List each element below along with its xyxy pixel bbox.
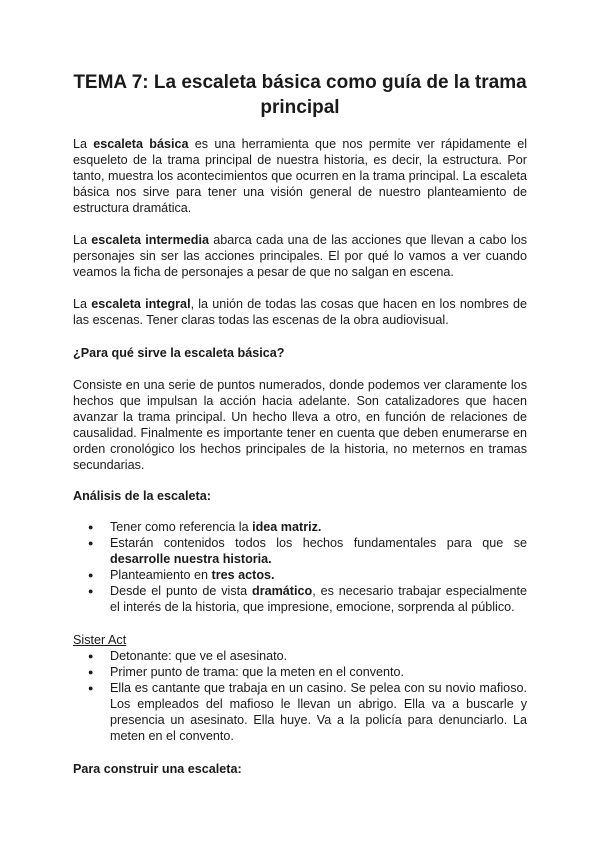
bold-term: escaleta integral xyxy=(91,297,191,311)
bold-term: escaleta básica xyxy=(93,137,189,151)
section-heading-construir: Para construir una escaleta: xyxy=(73,762,242,776)
text: La xyxy=(73,137,94,151)
text: La xyxy=(73,233,92,247)
list-item: ● Desde el punto de vista dramático, es necesario trabajar especialmente el interés de la historia, que impresione, emocione, sorprenda al público. xyxy=(73,583,527,615)
list-item: ● Tener como referencia la idea matriz. xyxy=(73,519,527,535)
page-title: TEMA 7: La escaleta básica como guía de la trama principal xyxy=(73,72,527,118)
paragraph-escaleta-basica xyxy=(73,136,527,216)
list-item: ● Ella es cantante que trabaja en un casino. Se pelea con su novio mafioso. Los empleados del mafioso le llevan un abrigo. Ella va a buscarle y presencia un asesinato. Ella huye. Va a la policía para denunciarlo. La meten en el convento. xyxy=(73,680,527,744)
sister-act-title: Sister Act xyxy=(73,633,127,647)
sister-act-list xyxy=(73,648,527,744)
section-heading-para-que: ¿Para qué sirve la escaleta básica? xyxy=(73,346,285,360)
paragraph-escaleta-integral xyxy=(73,296,527,328)
analisis-list xyxy=(73,519,527,615)
paragraph-escaleta-intermedia xyxy=(73,232,527,280)
text: La xyxy=(73,297,92,311)
text: , la unión de todas las cosas que hacen en los nombres de las escenas. Tener claras todas las escenas de la obra audiovisual. xyxy=(73,297,528,327)
text: abarca cada una de las acciones que llevan a cabo los personajes sin ser las acciones principales. El por qué lo vamos a ver cuando veamos la ficha de personajes a pesar de que no salgan en escena. xyxy=(73,233,527,279)
list-item: ● Detonante: que ve el asesinato. xyxy=(73,648,527,664)
text: es una herramienta que nos permite ver rápidamente el esqueleto de la trama principal de nuestra historia, es decir, la estructura. Por tanto, muestra los acontecimientos que ocurren en la trama principal. La escaleta básica nos sirve para tener una visión general de nuestro planteamiento de estructura dramática. xyxy=(73,137,527,215)
bold-term: escaleta intermedia xyxy=(91,233,209,247)
section-heading-analisis: Análisis de la escaleta: xyxy=(73,489,211,503)
text: Consiste en una serie de puntos numerados, donde podemos ver claramente los hechos que impulsan la acción hacia adelante. Son catalizadores que hacen avanzar la trama principal. Un hecho lleva a otro, en función de relaciones de causalidad. Finalmente es importante tener en cuenta que deben enumerarse en orden cronológico los hechos principales de la historia, no meternos en tramas secundarias. xyxy=(73,378,527,472)
list-item: ● Estarán contenidos todos los hechos fundamentales para que se desarrolle nuestra historia. xyxy=(73,535,527,567)
list-item: ● Primer punto de trama: que la meten en el convento. xyxy=(73,664,527,680)
list-item: ● Planteamiento en tres actos. xyxy=(73,567,527,583)
paragraph-consiste xyxy=(73,377,527,473)
